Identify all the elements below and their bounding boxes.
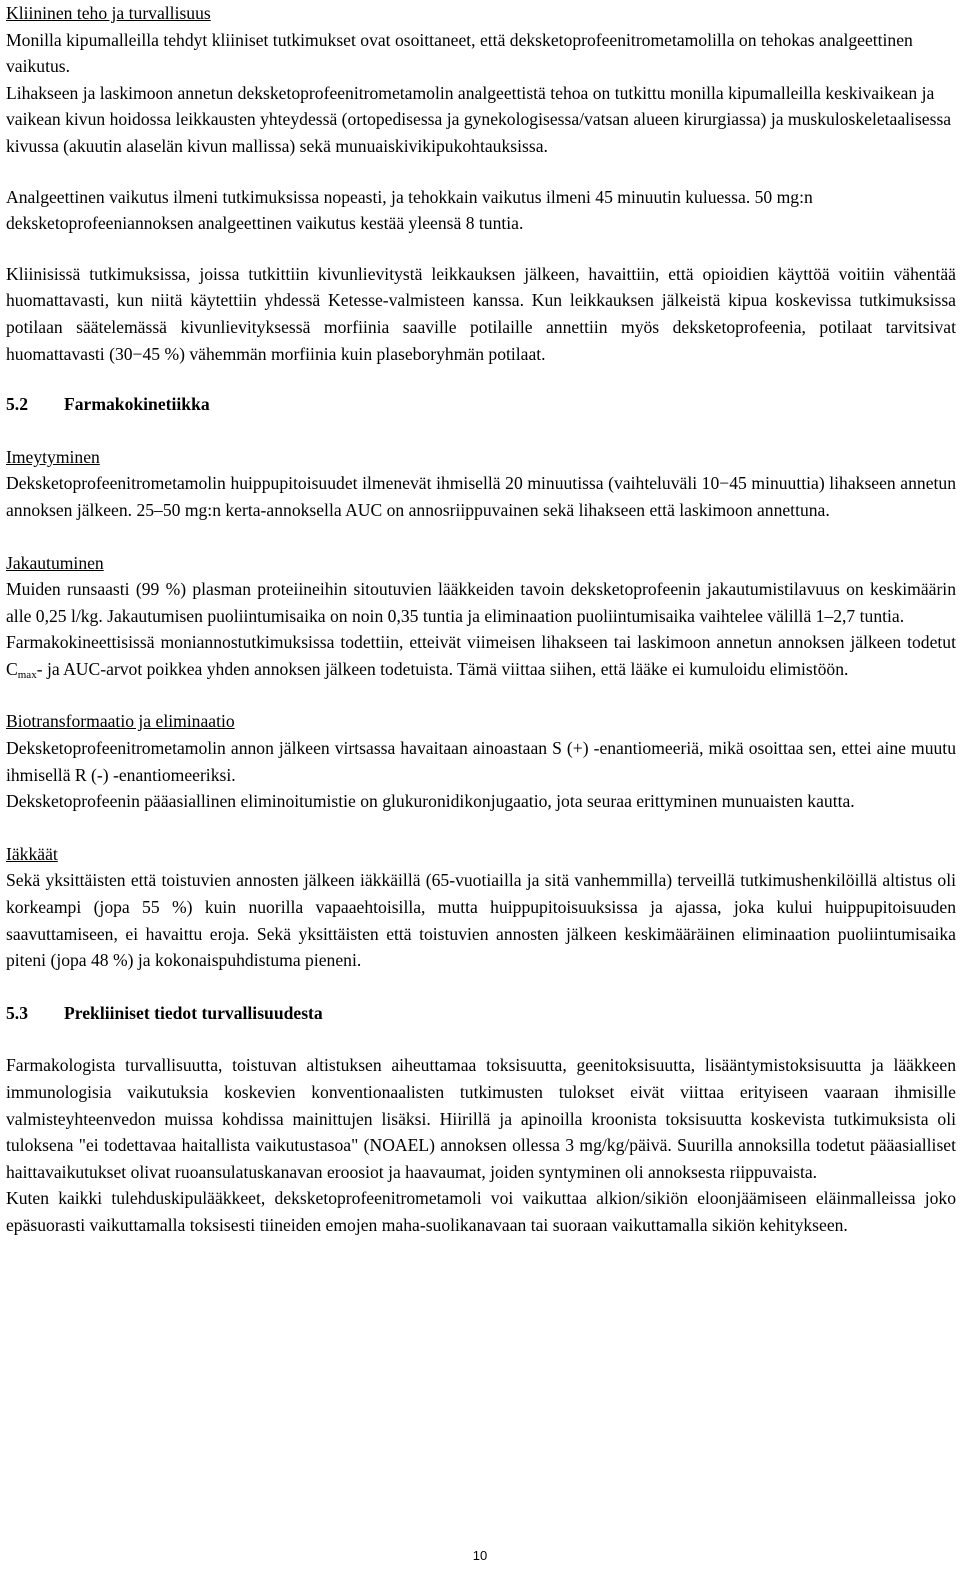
absorption-heading: Imeytyminen	[6, 446, 100, 467]
distribution-text-2: Farmakokineettisissä moniannostutkimuksissa todettiin, etteivät viimeisen lihakseen tai laskimoon annetun annoksen jälkeen todetut $C_{max}-$ ja AUC-arvot poikkea yhden annoksen jälkeen todetuista. Tämä viittaa siihen, että lääke ei kumuloidu elimistöön.	[6, 632, 956, 681]
page-number: 10	[472, 1548, 488, 1563]
biotransformation-text-2: Deksketoprofeenin pääasiallinen eliminoitumistie on glukuronidikonjugaatio, jota seuraa erittyminen munuaisten kautta.	[6, 791, 855, 812]
clinical-paragraph-2: Lihakseen ja laskimoon annetun deksketoprofeenitrometamolin analgeettistä tehoa on tutkittu monilla kipumalleilla keskivaikean ja vaikean kivun hoidossa leikkausten yhteydessä (ortopedisessa ja gynekologisessa/vatsan alueen kirurgiassa) ja muskuloskeletaalisessa kivussa (akuutin alaselän kivun mallissa) sekä munuaiskivikipukohtauksissa.	[6, 82, 952, 156]
clinical-heading: Kliininen teho ja turvallisuus	[6, 3, 211, 23]
document-page	[6, 0, 956, 1239]
section-5-2-title: Farmakokinetiikka	[64, 394, 210, 415]
biotransformation-heading: Biotransformaatio ja eliminaatio	[6, 711, 235, 732]
section-5-3-title: Prekliiniset tiedot turvallisuudesta	[64, 1002, 323, 1023]
distribution-text-1: Muiden runsaasti (99 %) plasman proteiineihin sitoutuvien lääkkeiden tavoin deksketoprofeenin jakautumistilavuus on keskimäärin alle 0,25 l/kg. Jakautumisen puoliintumisaika on noin 0,35 tuntia ja eliminaation puoliintumisaika vaihtelee välillä 1–2,7 tuntia.	[6, 579, 956, 626]
clinical-paragraph-3: Analgeettinen vaikutus ilmeni tutkimuksissa nopeasti, ja tehokkain vaikutus ilmeni 45 minuutin kuluessa. 50 mg:n deksketoprofeeniannoksen analgeettinen vaikutus kestää yleensä 8 tuntia.	[6, 186, 813, 234]
preclinical-text-2: Kuten kaikki tulehduskipulääkkeet, deksketoprofeenitrometamoli voi vaikuttaa alkion/sikiön eloonjäämiseen eläinmalleissa joko epäsuorasti vaikuttamalla toksisesti tiineiden emojen maha-suolikanavaan tai suoraan vaikuttamalla sikiön kehitykseen.	[6, 1188, 956, 1235]
section-5-3-heading	[6, 1000, 956, 1027]
preclinical-text-1: Farmakologista turvallisuutta, toistuvan altistuksen aiheuttamaa toksisuutta, geenitoksisuutta, lisääntymistoksisuutta ja lääkkeen immunologisia vaikutuksia koskevien konventionaalisten tutkimusten tulokset eivät viittaa erityiseen vaaraan ihmisille valmisteyhteenvedon muissa kohdissa mainittujen lisäksi. Hiirillä ja apinoilla kroonista toksisuutta koskevista tutkimuksista oli tuloksena "ei todettavaa haitallista vaikutustasoa" (NOAEL) annoksen ollessa 3 mg/kg/päivä. Suurilla annoksilla todetut pääasialliset haittavaikutukset olivat ruoansulatuskanavan eroosiot ja haavaumat, joiden syntyminen oli annoksesta riippuvaista.	[6, 1055, 956, 1182]
clinical-paragraph-1: Monilla kipumalleilla tehdyt kliiniset tutkimukset ovat osoittaneet, että deksketoprofeenitrometamolilla on tehokas analgeettinen vaikutus.	[6, 29, 913, 77]
section-5-2-number: 5.2	[6, 394, 28, 415]
elderly-text: Sekä yksittäisten että toistuvien annosten jälkeen iäkkäillä (65-vuotiailla ja sitä vanhemmilla) terveillä tutkimushenkilöillä altistus oli korkeampi (jopa 55 %) kuin nuorilla vapaaehtoisilla, mutta huippupitoisuuksissa ja ajassa, joka kului huippupitoisuuden saavuttamiseen, ei havaittu eroja. Sekä yksittäisten että toistuvien annosten jälkeen keskimääräinen eliminaation puoliintumisaika piteni (jopa 48 %) ja kokonaispuhdistuma pieneni.	[6, 870, 956, 971]
elderly-heading: Iäkkäät	[6, 843, 58, 864]
clinical-paragraph-4: Kliinisissä tutkimuksissa, joissa tutkittiin kivunlievitystä leikkauksen jälkeen, havaittiin, että opioidien käyttöä voitiin vähentää huomattavasti, kun niitä käytettiin yhdessä Ketesse-valmisteen kanssa. Kun leikkauksen jälkeistä kipua koskevissa tutkimuksissa potilaan säätelemässä kivunlievityksessä morfiinia saaville potilaille annettiin myös deksketoprofeenia, potilaat tarvitsivat huomattavasti (30−45 %) vähemmän morfiinia kuin plaseboryhmän potilaat.	[6, 263, 956, 364]
biotransformation-text-1: Deksketoprofeenitrometamolin annon jälkeen virtsassa havaitaan ainoastaan S (+) -enantiomeeriä, mikä osoittaa sen, ettei aine muutu ihmisellä R (-) -enantiomeeriksi.	[6, 738, 956, 785]
section-5-2-heading	[6, 391, 956, 418]
cmax-subscript: max	[17, 668, 37, 681]
distribution-heading: Jakautuminen	[6, 552, 104, 573]
section-5-3-number: 5.3	[6, 1002, 28, 1023]
absorption-text: Deksketoprofeenitrometamolin huippupitoisuudet ilmenevät ihmisellä 20 minuutissa (vaihteluväli 10−45 minuuttia) lihakseen annetun annoksen jälkeen. 25–50 mg:n kerta-annoksella AUC on annosriippuvainen sekä lihakseen että laskimoon annettuna.	[6, 473, 956, 520]
